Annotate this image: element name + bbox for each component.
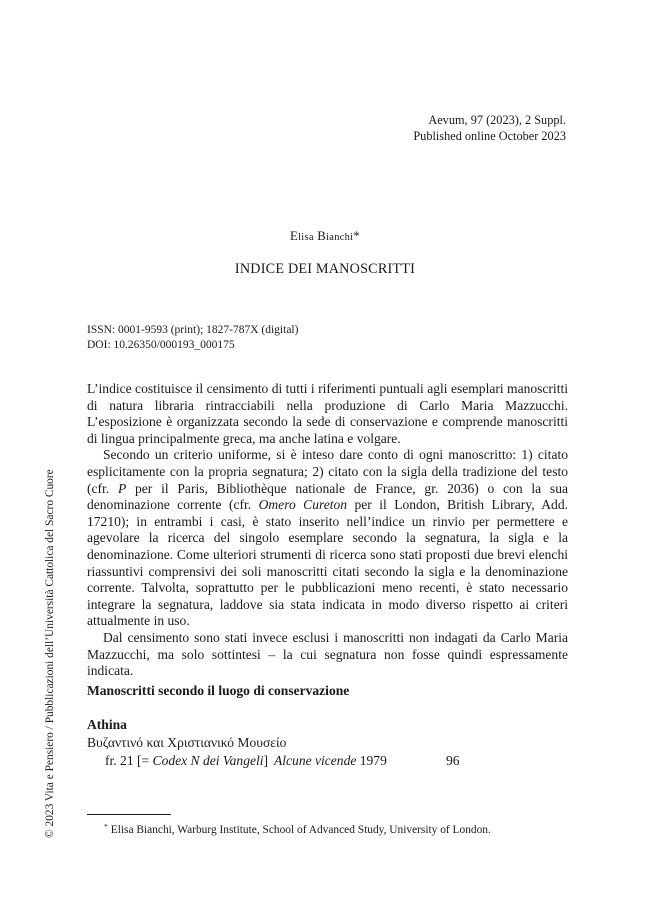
issn: ISSN: 0001-9593 (print); 1827-787X (digital) [87, 324, 299, 336]
author-name: Elisa Bianchi* [289, 229, 360, 243]
article-title: INDICE DEI MANOSCRITTI [234, 261, 416, 277]
index-entry-page: 96 [446, 753, 460, 768]
paragraph-1: L’indice costituisce il censimento di tutti i riferimenti puntuali agli esemplari manoscritti di natura libraria rintracciabili nella produzione di Carlo Maria Mazzucchi. L’esposizione è organizzata secondo la sede di conservazione e comprende manoscritti di lingua principalmente greca, ma anche latina e volgare. [87, 381, 568, 446]
index-place: Athina [87, 717, 127, 732]
paragraph-3: Dal censimento sono stati invece esclusi i manoscritti non indagati da Carlo Maria Mazzucchi, ma solo sottintesi – la cui segnatura non fosse quindi espressamente indicata. [87, 629, 568, 679]
sigla-example: P [117, 480, 127, 496]
identifiers [87, 323, 298, 352]
index-institution: Βυζαντινό και Χριστιανικό Μουσείο [87, 735, 287, 750]
footnote-rule [87, 814, 171, 815]
footnote: * Elisa Bianchi, Warburg Institute, School of Advanced Study, University of London. [104, 822, 491, 836]
body-text [87, 381, 568, 680]
publication-date: Published online October 2023 [413, 129, 566, 143]
paragraph-2: Secondo un criterio uniforme, si è inteso dare conto di ogni manoscritto: 1) citato esplicitamente con la propria segnatura; 2) citato con la sigla della tradizione del testo (cfr. P per il Paris, Bibliothèque nationale de France, gr. 2036) o con la sua denominazione corrente (cfr. Omero Cureton per il London, British Library, Add. 17210); in entrambi i casi, è stato inserito nell’indice un rinvio per permettere e agevolare la ricerca del singolo esemplare secondo la segnatura, la sigla e la denominazione. Come ulteriori strumenti di ricerca sono stati proposti due brevi elenchi riassuntivi comprensivi dei soli manoscritti citati secondo la sigla e la denominazione corrente. Talvolta, soprattutto per le pubblicazioni meno recenti, è stato necessario integrare la segnatura, laddove sia stata indicata in modo diverso rispetto ai criteri attualmente in uso. [87, 447, 568, 629]
copyright-sidebar: © 2023 Vita e Pensiero / Pubblicazioni dell’Università Cattolica del Sacro Cuore [44, 469, 56, 838]
index-entry-reference: Alcune vicende 1979 [274, 753, 387, 768]
journal-citation: Aevum, 97 (2023), 2 Suppl. [428, 113, 566, 127]
index-entry-shelfmark: fr. 21 [= Codex N dei Vangeli] [105, 753, 269, 768]
section-title: Manoscritti secondo il luogo di conservazione [87, 683, 350, 698]
doi: DOI: 10.26350/000193_000175 [87, 338, 235, 351]
denomination-example: Omero Cureton [258, 497, 348, 513]
author-footnote-marker: * [353, 229, 360, 243]
journal-header [413, 112, 566, 144]
